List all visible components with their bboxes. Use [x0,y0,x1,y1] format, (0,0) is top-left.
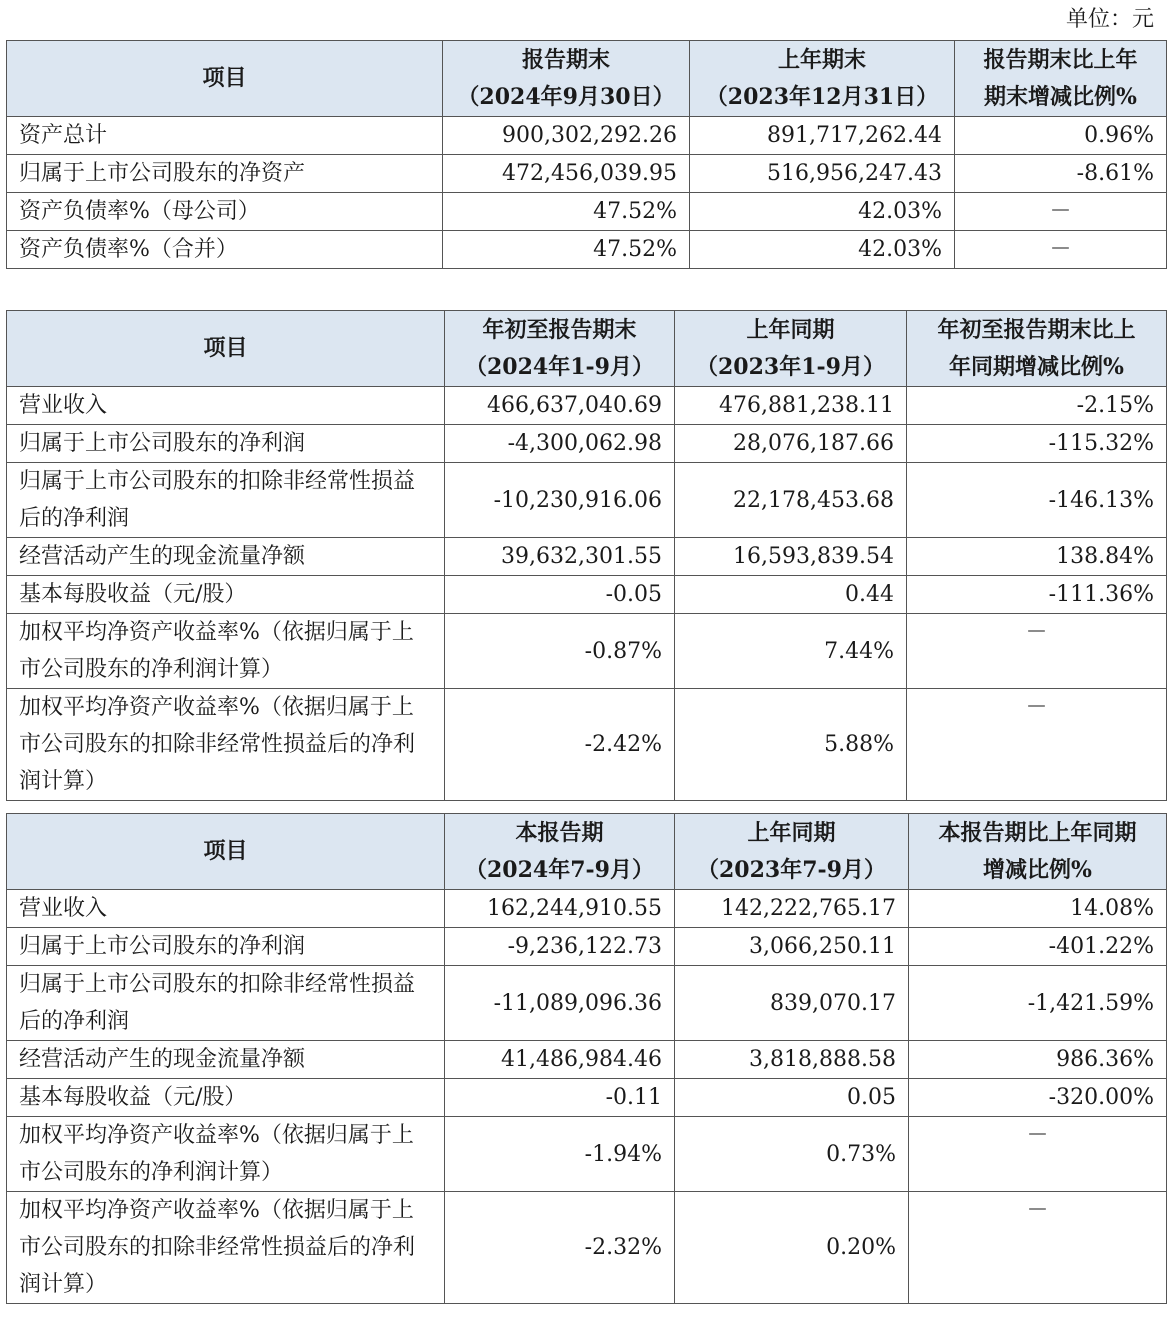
row-previous: 28,076,187.66 [675,425,907,463]
row-item: 归属于上市公司股东的净资产 [7,155,443,193]
header-previous: 上年同期 （2023年1-9月） [675,311,907,387]
row-current: 47.52% [443,193,690,231]
row-item: 资产总计 [7,117,443,155]
header-item: 项目 [7,41,443,117]
row-change: -320.00% [909,1079,1167,1117]
row-previous: 142,222,765.17 [675,890,909,928]
table-row [7,155,1167,193]
row-item: 加权平均净资产收益率%（依据归属于上市公司股东的净利润计算） [7,1117,445,1192]
row-item: 归属于上市公司股东的净利润 [7,425,445,463]
table-header-row [7,814,1167,890]
row-previous: 3,066,250.11 [675,928,909,966]
row-current: -2.42% [445,689,675,801]
table-header-row [7,311,1167,387]
row-change: 14.08% [909,890,1167,928]
table-row [7,387,1167,425]
table-row [7,689,1167,801]
table-row [7,538,1167,576]
row-current: -0.87% [445,614,675,689]
header-current: 报告期末 （2024年9月30日） [443,41,690,117]
row-previous: 0.20% [675,1192,909,1304]
ytd-income-table [6,310,1167,801]
row-change: 0.96% [955,117,1167,155]
row-previous: 22,178,453.68 [675,463,907,538]
row-previous: 0.73% [675,1117,909,1192]
row-change: -111.36% [907,576,1167,614]
quarter-income-table [6,813,1167,1304]
table-row [7,1117,1167,1192]
row-previous: 42.03% [690,193,955,231]
row-item: 加权平均净资产收益率%（依据归属于上市公司股东的扣除非经常性损益后的净利润计算） [7,689,445,801]
row-current: -9,236,122.73 [445,928,675,966]
table-row [7,1079,1167,1117]
row-item: 资产负债率%（母公司） [7,193,443,231]
row-previous: 42.03% [690,231,955,269]
table-header-row [7,41,1167,117]
row-current: -4,300,062.98 [445,425,675,463]
table-row [7,1192,1167,1304]
row-current: -10,230,916.06 [445,463,675,538]
row-change: -146.13% [907,463,1167,538]
row-current: 466,637,040.69 [445,387,675,425]
row-item: 经营活动产生的现金流量净额 [7,1041,445,1079]
row-change: -2.15% [907,387,1167,425]
row-item: 归属于上市公司股东的扣除非经常性损益后的净利润 [7,463,445,538]
header-change: 年初至报告期末比上 年同期增减比例% [907,311,1167,387]
row-change: － [907,689,1167,801]
row-previous: 839,070.17 [675,966,909,1041]
row-change: 986.36% [909,1041,1167,1079]
balance-sheet-table [6,40,1167,269]
row-current: 472,456,039.95 [443,155,690,193]
row-current: 47.52% [443,231,690,269]
header-item: 项目 [7,814,445,890]
header-previous: 上年期末 （2023年12月31日） [690,41,955,117]
row-current: -0.05 [445,576,675,614]
row-item: 经营活动产生的现金流量净额 [7,538,445,576]
row-item: 基本每股收益（元/股） [7,576,445,614]
row-previous: 16,593,839.54 [675,538,907,576]
row-previous: 476,881,238.11 [675,387,907,425]
table-row [7,425,1167,463]
row-item: 营业收入 [7,890,445,928]
header-previous: 上年同期 （2023年7-9月） [675,814,909,890]
row-previous: 3,818,888.58 [675,1041,909,1079]
row-current: -1.94% [445,1117,675,1192]
table-row [7,231,1167,269]
row-previous: 0.44 [675,576,907,614]
row-change: － [909,1192,1167,1304]
row-change: -401.22% [909,928,1167,966]
row-current: 162,244,910.55 [445,890,675,928]
row-change: 138.84% [907,538,1167,576]
row-current: 900,302,292.26 [443,117,690,155]
row-change: -8.61% [955,155,1167,193]
row-item: 资产负债率%（合并） [7,231,443,269]
header-current: 年初至报告期末 （2024年1-9月） [445,311,675,387]
row-item: 归属于上市公司股东的扣除非经常性损益后的净利润 [7,966,445,1041]
row-item: 加权平均净资产收益率%（依据归属于上市公司股东的净利润计算） [7,614,445,689]
table-row [7,1041,1167,1079]
row-previous: 5.88% [675,689,907,801]
header-current: 本报告期 （2024年7-9月） [445,814,675,890]
row-change: -115.32% [907,425,1167,463]
header-item: 项目 [7,311,445,387]
header-change: 报告期末比上年 期末增减比例% [955,41,1167,117]
table-row [7,928,1167,966]
row-change: － [907,614,1167,689]
row-change: － [955,193,1167,231]
header-change: 本报告期比上年同期 增减比例% [909,814,1167,890]
row-current: 39,632,301.55 [445,538,675,576]
table-row [7,614,1167,689]
row-previous: 0.05 [675,1079,909,1117]
table-row [7,463,1167,538]
unit-label: 单位：元 [1065,7,1154,32]
row-current: -2.32% [445,1192,675,1304]
row-current: 41,486,984.46 [445,1041,675,1079]
table-row [7,890,1167,928]
table-row [7,193,1167,231]
row-previous: 516,956,247.43 [690,155,955,193]
row-item: 营业收入 [7,387,445,425]
row-previous: 891,717,262.44 [690,117,955,155]
row-item: 归属于上市公司股东的净利润 [7,928,445,966]
table-row [7,966,1167,1041]
row-change: -1,421.59% [909,966,1167,1041]
row-current: -0.11 [445,1079,675,1117]
row-current: -11,089,096.36 [445,966,675,1041]
table-row [7,576,1167,614]
table-row [7,117,1167,155]
row-item: 基本每股收益（元/股） [7,1079,445,1117]
row-change: － [909,1117,1167,1192]
row-item: 加权平均净资产收益率%（依据归属于上市公司股东的扣除非经常性损益后的净利润计算） [7,1192,445,1304]
row-change: － [955,231,1167,269]
row-previous: 7.44% [675,614,907,689]
